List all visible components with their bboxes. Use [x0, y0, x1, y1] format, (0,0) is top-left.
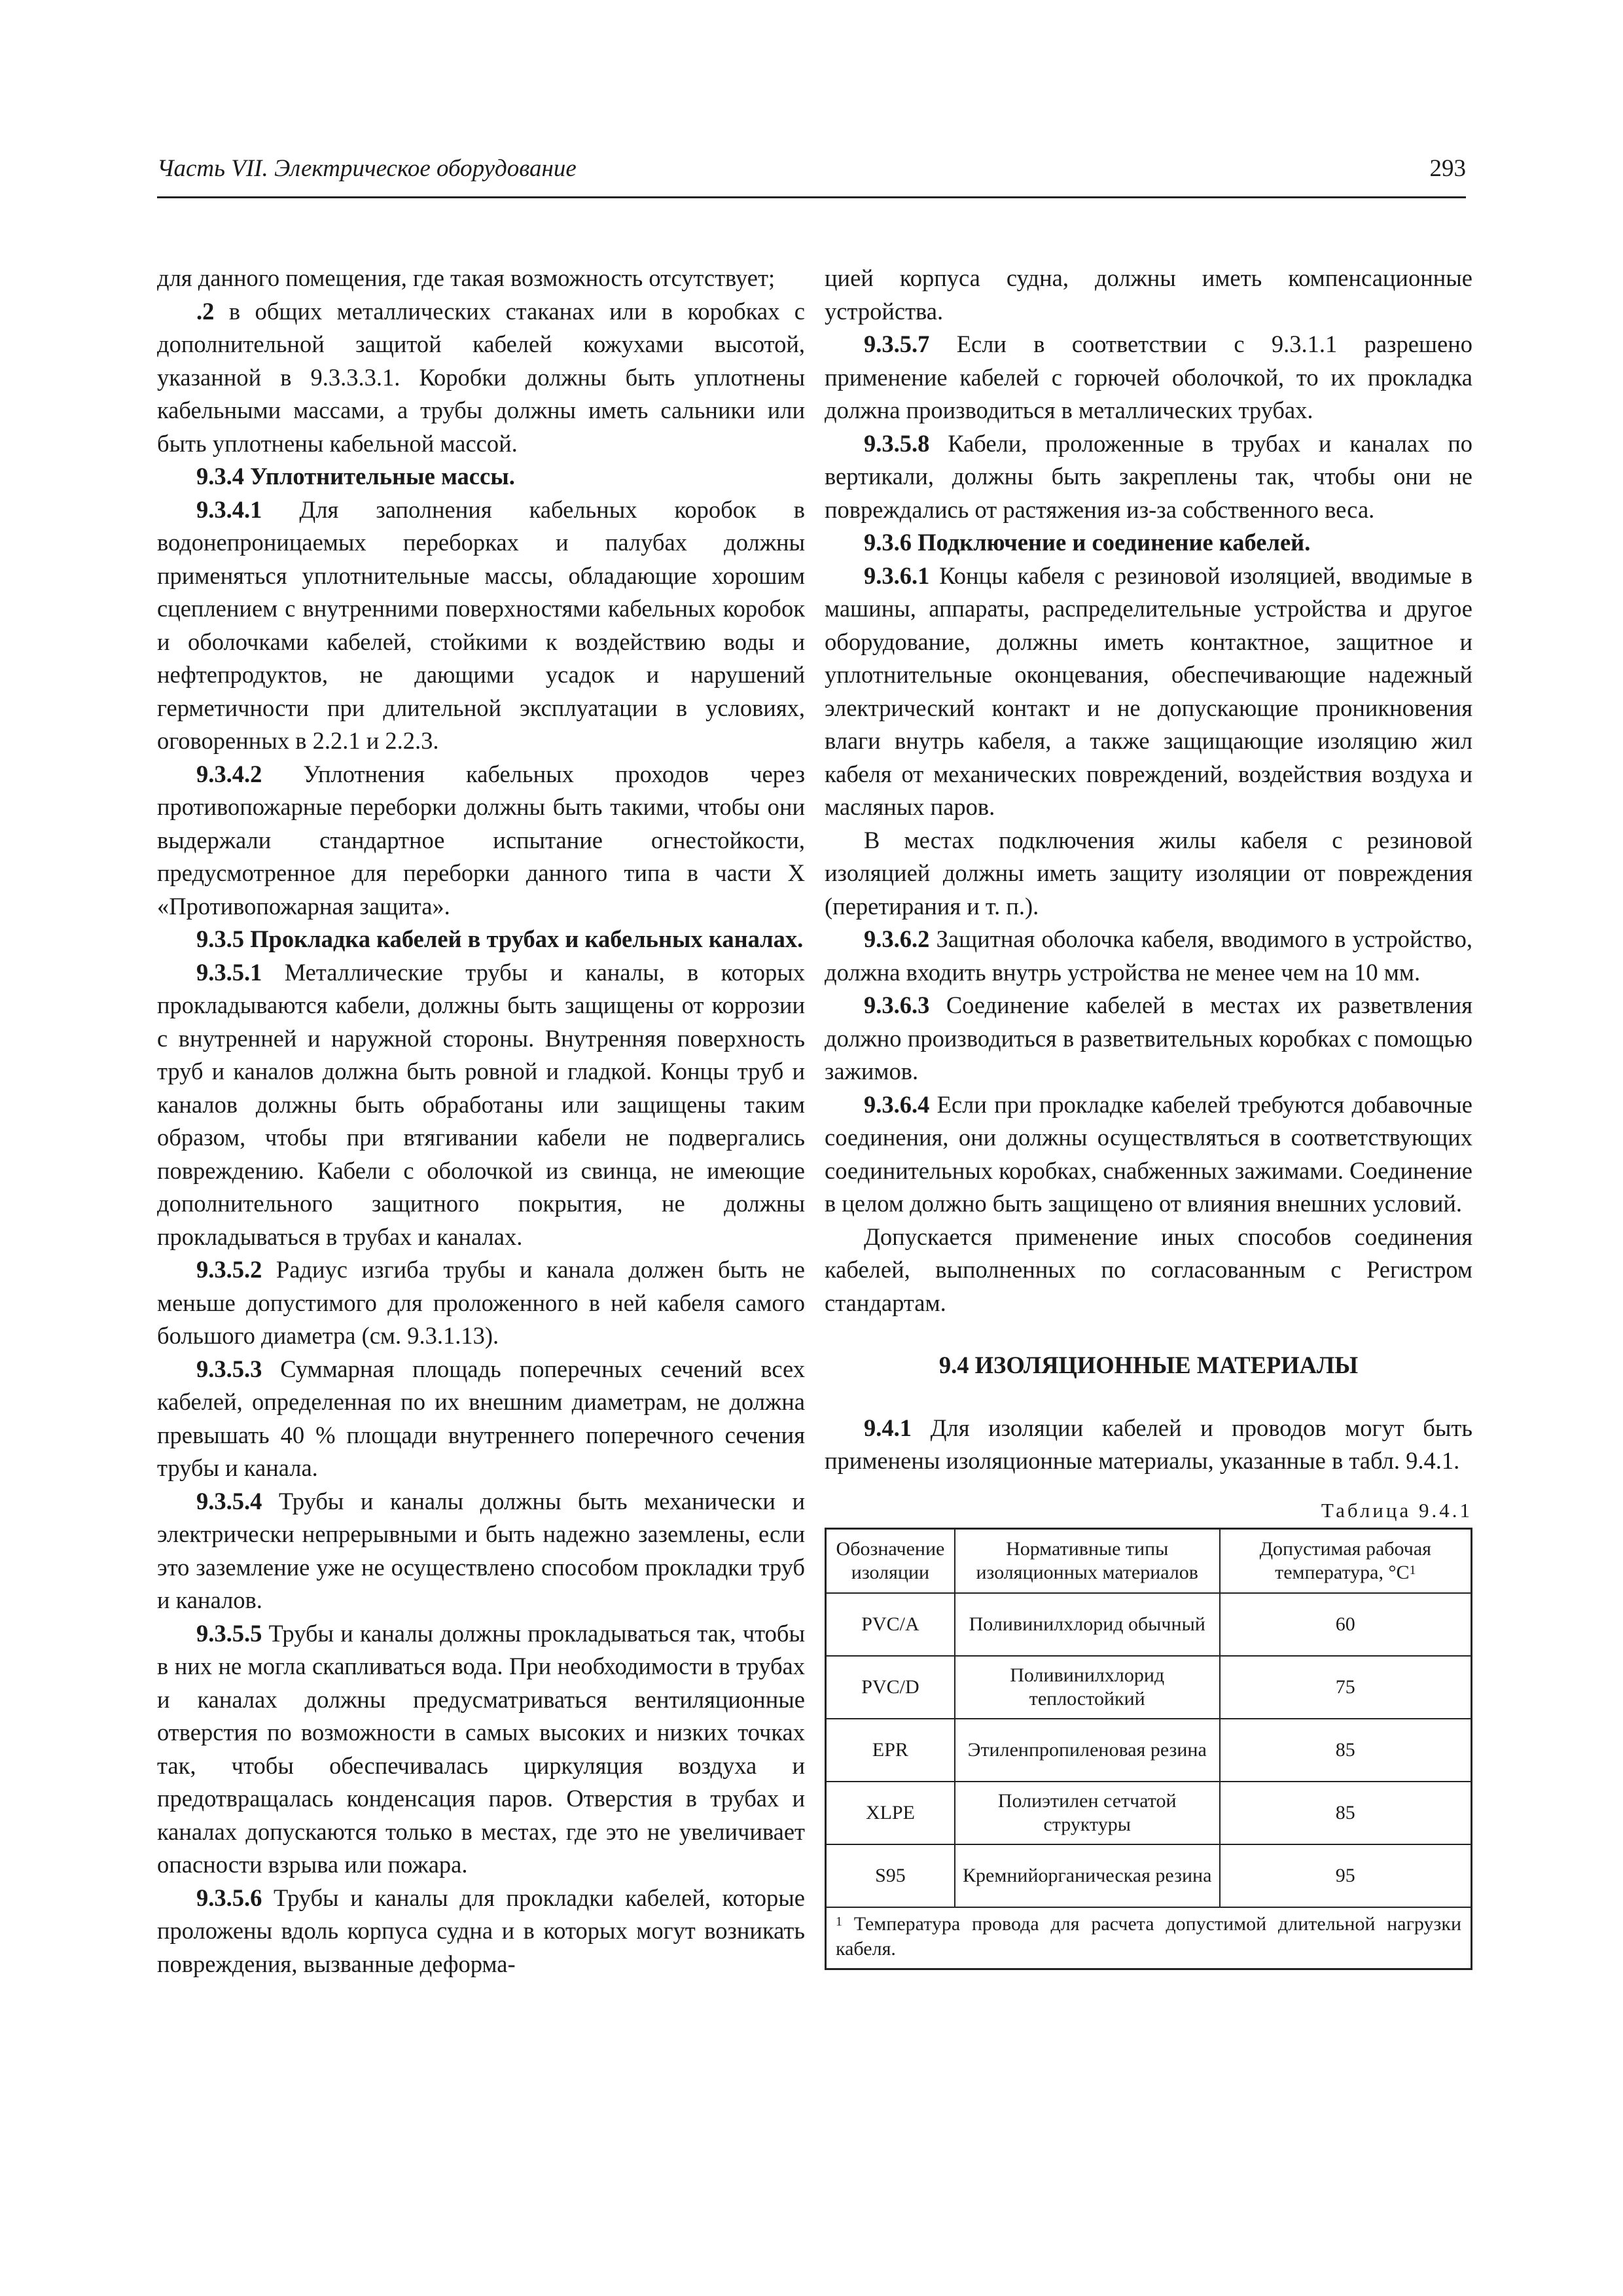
table-header-row: [826, 1528, 1472, 1593]
paragraph: для данного помещения, где такая возможность отсутствует;: [157, 264, 776, 291]
paragraph: В местах подключения жилы кабеля с резиновой изоляцией должны иметь защиту изоляции от повреждения (перетирания и т. п.).: [825, 826, 1472, 920]
table-cell: Кремнийорганическая резина: [955, 1844, 1220, 1907]
table-header-cell: Обозначение изоляции: [826, 1528, 955, 1593]
paragraph: 9.3.5.5 Трубы и каналы должны прокладываться так, чтобы в них не могла скапливаться вода. При необходимости в трубах и каналах должны предусматриваться вентиляционные отверстия по возможности в самых высоких и низких точках так, чтобы обеспечивалась циркуляция воздуха и предотвращалась конденсация паров. Отверстия в трубах и каналах допускаются только в местах, где это не увеличивает опасности взрыва или пожара.: [157, 1619, 805, 1878]
insulation-table: [825, 1528, 1472, 1970]
table-cell: 85: [1220, 1782, 1472, 1844]
table-footnote: $^1$ Температура провода для расчета допустимой длительной нагрузки кабеля.: [826, 1907, 1472, 1969]
table-cell: 75: [1220, 1656, 1472, 1719]
paragraph: 9.3.4.2 Уплотнения кабельных проходов через противопожарные переборки должны быть такими, чтобы они выдержали стандартное испытание огнестойкости, предусмотренное для переборки данного типа в части X «Противопожарная защита».: [157, 760, 805, 920]
paragraph: 9.3.4.1 Для заполнения кабельных коробок в водонепроницаемых переборках и палубах должны применяться уплотнительные массы, обладающие хорошим сцеплением с внутренними поверхностями кабельных коробок и оболочками кабелей, стойкими к воздействию воды и нефтепродуктов, не дающими усадок и нарушений герметичности при длительной эксплуатации в условиях, оговоренных в 2.2.1 и 2.2.3.: [157, 495, 805, 754]
running-header: [157, 152, 1466, 198]
subsection-heading: 9.3.6 Подключение и соединение кабелей.: [864, 529, 1311, 556]
table-header-cell: Допустимая рабочая температура, $^\circ С^1$: [1220, 1528, 1472, 1593]
paragraph: .2 в общих металлических стаканах или в коробках с дополнительной защитой кабелей кожухами высотой, указанной в 9.3.3.3.1. Коробки должны быть уплотнены кабельными массами, а трубы должны иметь сальники или быть уплотнены кабельной массой.: [157, 297, 805, 457]
paragraph: цией корпуса судна, должны иметь компенсационные устройства.: [825, 264, 1472, 325]
paragraph: 9.4.1 Для изоляции кабелей и проводов могут быть применены изоляционные материалы, указанные в табл. 9.4.1.: [825, 1414, 1472, 1474]
table-cell: Полиэтилен сетчатой структуры: [955, 1782, 1220, 1844]
paragraph: 9.3.5.8 Кабели, проложенные в трубах и каналах по вертикали, должны быть закреплены так, чтобы они не повреждались от растяжения из-за собственного веса.: [825, 429, 1472, 523]
table-cell: S95: [826, 1844, 955, 1907]
table-cell: 85: [1220, 1719, 1472, 1782]
right-column: [825, 262, 1472, 1970]
paragraph: 9.3.6.3 Соединение кабелей в местах их разветвления должно производиться в разветвительных коробках с помощью зажимов.: [825, 992, 1472, 1085]
table-caption: Таблица 9.4.1: [1321, 1498, 1472, 1522]
table-cell: XLPE: [826, 1782, 955, 1844]
paragraph: Допускается применение иных способов соединения кабелей, выполненных по согласованным с Регистром стандартам.: [825, 1223, 1472, 1316]
subsection-heading: 9.3.5 Прокладка кабелей в трубах и кабельных каналах.: [196, 925, 804, 952]
page-number: 293: [1429, 155, 1466, 182]
left-column: [157, 262, 805, 1981]
paragraph: 9.3.5.1 Металлические трубы и каналы, в которых прокладываются кабели, должны быть защищены от коррозии с внутренней и наружной стороны. Внутренняя поверхность труб и каналов должна быть ровной и гладкой. Концы труб и каналов должны быть обработаны или защищены таким образом, чтобы при втягивании кабели не подвергались повреждению. Кабели с оболочкой из свинца, не имеющие дополнительного защитного покрытия, не должны прокладываться в трубах и каналах.: [157, 958, 805, 1250]
paragraph: 9.3.5.7 Если в соответствии с 9.3.1.1 разрешено применение кабелей с горючей оболочкой, то их прокладка должна производиться в металлических трубах.: [825, 331, 1472, 423]
table-row: [826, 1844, 1472, 1907]
table-row: [826, 1656, 1472, 1719]
table-cell: EPR: [826, 1719, 955, 1782]
paragraph: 9.3.6.4 Если при прокладке кабелей требуются добавочные соединения, они должны осуществляться в соответствующих соединительных коробках, снабженных зажимами. Соединение в целом должно быть защищено от влияния внешних условий.: [825, 1090, 1472, 1217]
paragraph: 9.3.6.2 Защитная оболочка кабеля, вводимого в устройство, должна входить внутрь устройства не менее чем на 10 мм.: [825, 925, 1472, 986]
paragraph: 9.3.5.3 Суммарная площадь поперечных сечений всех кабелей, определенная по их внешним диаметрам, не должна превышать 40 % площади внутреннего поперечного сечения трубы и канала.: [157, 1355, 805, 1481]
table-header-cell: Нормативные типы изоляционных материалов: [955, 1528, 1220, 1593]
table-footnote-row: [826, 1907, 1472, 1969]
header-title: Часть VII. Электрическое оборудование: [157, 155, 577, 182]
footnote-marker: 1: [1409, 1562, 1416, 1577]
table-cell: Поливинилхлорид обычный: [955, 1593, 1220, 1656]
table-row: [826, 1593, 1472, 1656]
section-title: 9.4 ИЗОЛЯЦИОННЫЕ МАТЕРИАЛЫ: [938, 1352, 1359, 1378]
paragraph: 9.3.5.6 Трубы и каналы для прокладки кабелей, которые проложены вдоль корпуса судна и в которых могут возникать повреждения, вызванные деформа-: [157, 1884, 805, 1977]
paragraph: 9.3.6.1 Концы кабеля с резиновой изоляцией, вводимые в машины, аппараты, распределительные устройства и другое оборудование, должны иметь контактное, защитное и уплотнительные оконцевания, обеспечивающие надежный электрический контакт и не допускающие проникновения влаги внутрь кабеля, а также защищающие изоляцию жил кабеля от механических повреждений, воздействия воздуха и масляных паров.: [825, 562, 1472, 820]
table-cell: PVC/A: [826, 1593, 955, 1656]
table-row: [826, 1782, 1472, 1844]
table-cell: Этиленпропиленовая резина: [955, 1719, 1220, 1782]
table-cell: PVC/D: [826, 1656, 955, 1719]
subsection-heading: 9.3.4 Уплотнительные массы.: [196, 463, 515, 490]
table-row: [826, 1719, 1472, 1782]
paragraph: 9.3.5.4 Трубы и каналы должны быть механически и электрически непрерывными и быть надежно заземлены, если это заземление уже не осуществлено способом прокладки труб и каналов.: [157, 1487, 805, 1613]
table-cell: 60: [1220, 1593, 1472, 1656]
table-cell: Поливинилхлорид теплостойкий: [955, 1656, 1220, 1719]
paragraph: 9.3.5.2 Радиус изгиба трубы и канала должен быть не меньше допустимого для проложенного в ней кабеля самого большого диаметра (см. 9.3.1.13).: [157, 1256, 805, 1349]
table-cell: 95: [1220, 1844, 1472, 1907]
